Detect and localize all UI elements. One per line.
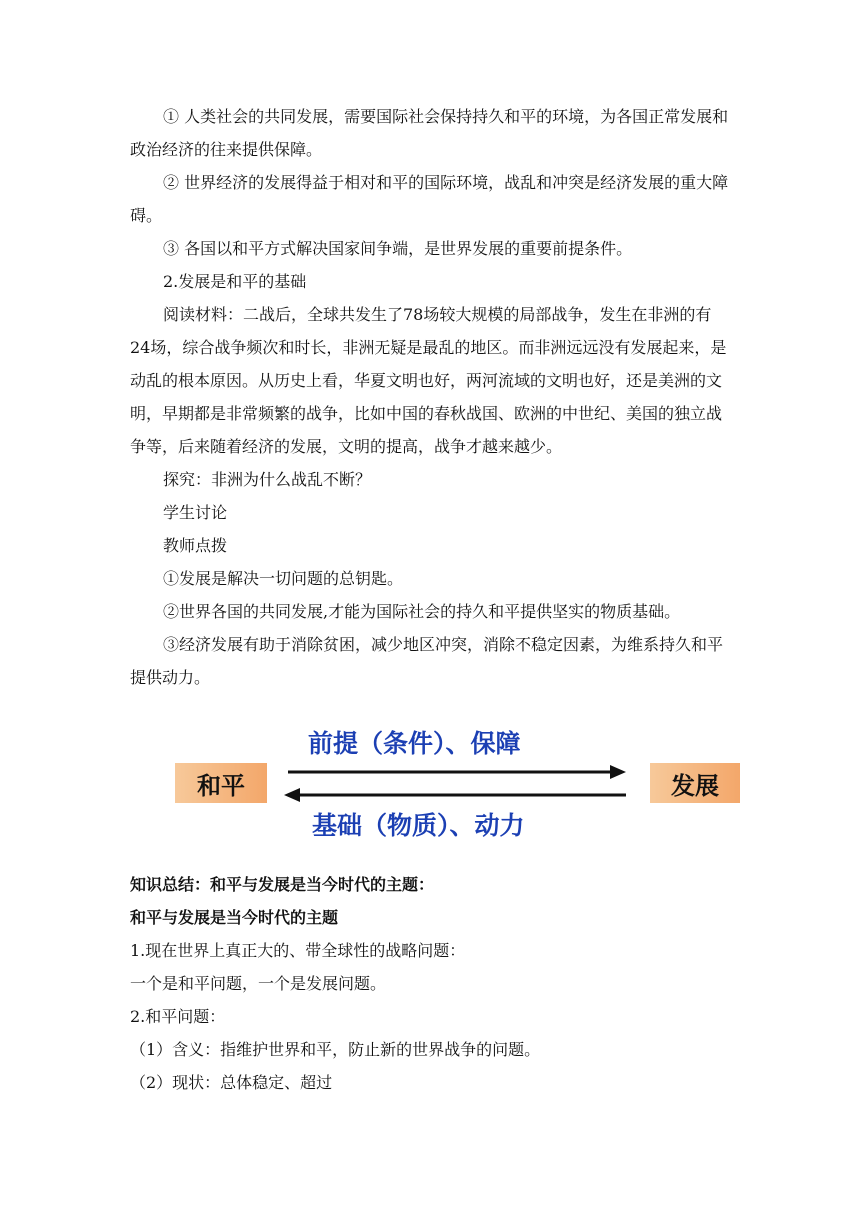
teacher-guidance: 教师点拨 xyxy=(163,536,228,555)
guidance-point-1: ①发展是解决一切问题的总钥匙。 xyxy=(163,569,404,588)
guidance-point-2: ②世界各国的共同发展,才能为国际社会的持久和平提供坚实的物质基础。 xyxy=(163,602,681,621)
student-discussion: 学生讨论 xyxy=(163,503,228,522)
arrow-head-left xyxy=(284,788,300,802)
inquiry-question: 探究：非洲为什么战乱不断？ xyxy=(163,470,372,489)
peace-development-diagram xyxy=(170,720,750,850)
paragraph-point-3: ③ 各国以和平方式解决国家间争端，是世界发展的重要前提条件。 xyxy=(163,239,633,258)
arrow-head-right xyxy=(610,765,626,779)
development-box: 发展 xyxy=(650,763,740,803)
paragraph-point-1: ① 人类社会的共同发展，需要国际社会保持持久和平的环境，为各国正常发展和政治经济的往来提供保障。 xyxy=(130,107,729,159)
knowledge-summary-heading: 知识总结：和平与发展是当今时代的主题： xyxy=(130,875,435,894)
summary-status: （2）现状：总体稳定、超过 xyxy=(130,1073,333,1092)
guidance-point-3: ③经济发展有助于消除贫困，减少地区冲突，消除不稳定因素，为维系持久和平提供动力。 xyxy=(130,635,724,687)
peace-box: 和平 xyxy=(175,763,267,803)
label-premise-guarantee: 前提（条件）、保障 xyxy=(308,729,521,758)
summary-point-2: 2.和平问题： xyxy=(130,1007,226,1026)
summary-point-1-detail: 一个是和平问题，一个是发展问题。 xyxy=(130,974,387,993)
summary-point-1: 1.现在世界上真正大的、带全球性的战略问题： xyxy=(130,941,466,960)
reading-material: 阅读材料：二战后，全球共发生了78场较大规模的局部战争，发生在非洲的有24场，综合战争频次和时长，非洲无疑是最乱的地区。而非洲远远没有发展起来，是动乱的根本原因。从历史上看，华夏文明也好，两河流域的文明也好，还是美洲的文明，早期都是非常频繁的战争，比如中国的春秋战国、欧洲的中世纪、美国的独立战争等，后来随着经济的发展，文明的提高，战争才越来越少。 xyxy=(130,305,727,456)
label-foundation-motivation: 基础（物质）、动力 xyxy=(312,811,525,840)
section-heading-development: 2.发展是和平的基础 xyxy=(163,272,307,291)
summary-meaning: （1）含义：指维护世界和平，防止新的世界战争的问题。 xyxy=(130,1040,541,1059)
summary-theme-heading: 和平与发展是当今时代的主题 xyxy=(130,908,339,927)
paragraph-point-2: ② 世界经济的发展得益于相对和平的国际环境，战乱和冲突是经济发展的重大障碍。 xyxy=(130,173,729,225)
